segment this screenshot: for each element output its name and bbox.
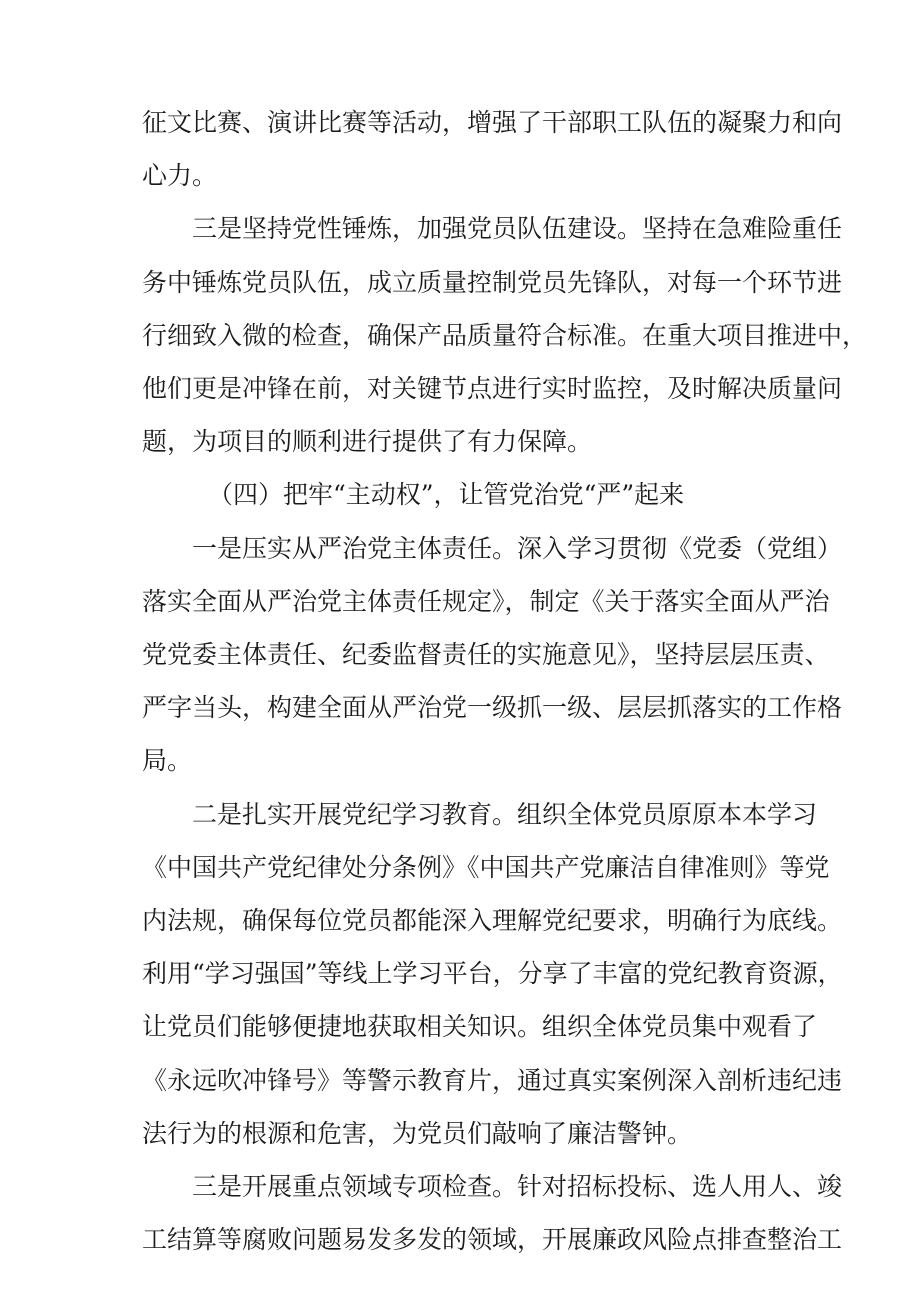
text-line: 题，为项目的顺利进行提供了有力保障。 — [142, 427, 593, 457]
text-line: 落实全面从严治党主体责任规定》，制定《关于落实全面从严治 — [142, 586, 830, 616]
text-line: 行细致入微的检查，确保产品质量符合标准。在重大项目推进中， — [142, 320, 868, 350]
paragraph-first-line: 二是扎实开展党纪学习教育。组织全体党员原原本本学习 — [192, 799, 818, 829]
paragraph-first-line: 三是坚持党性锤炼，加强党员队伍建设。坚持在急难险重任 — [192, 214, 843, 244]
text-line: 他们更是冲锋在前，对关键节点进行实时监控，及时解决质量问 — [142, 374, 843, 403]
text-line: 党党委主体责任、纪委监督责任的实施意见》，坚持层层压责、 — [142, 640, 830, 669]
text-line: 利用“学习强国”等线上学习平台，分享了丰富的党纪教育资源， — [142, 959, 843, 989]
section-heading: （四）把牢“主动权”，让管党治党“严”起来 — [208, 480, 685, 510]
text-line: 征文比赛、演讲比赛等活动，增强了干部职工队伍的凝聚力和向 — [142, 108, 843, 137]
text-line: 严字当头，构建全面从严治党一级抓一级、层层抓落实的工作格 — [142, 693, 843, 723]
text-line: 让党员们能够便捷地获取相关知识。组织全体党员集中观看了 — [142, 1012, 818, 1042]
paragraph-first-line: 一是压实从严治党主体责任。深入学习贯彻《党委（党组） — [192, 533, 843, 563]
text-line: 局。 — [142, 746, 193, 776]
text-line: 《永远吹冲锋号》等警示教育片，通过真实案例深入剖析违纪违 — [142, 1065, 843, 1095]
text-line: 内法规，确保每位党员都能深入理解党纪要求，明确行为底线。 — [142, 906, 843, 935]
text-line: 工结算等腐败问题易发多发的领域，开展廉政风险点排查整治工 — [142, 1225, 843, 1255]
text-line: 《中国共产党纪律处分条例》《中国共产党廉洁自律准则》等党 — [142, 852, 830, 882]
paragraph-first-line: 三是开展重点领域专项检查。针对招标投标、选人用人、竣 — [192, 1172, 843, 1201]
text-line: 务中锤炼党员队伍，成立质量控制党员先锋队，对每一个环节进 — [142, 267, 843, 297]
text-line: 心力。 — [142, 161, 218, 191]
text-line: 法行为的根源和危害，为党员们敲响了廉洁警钟。 — [142, 1118, 693, 1148]
